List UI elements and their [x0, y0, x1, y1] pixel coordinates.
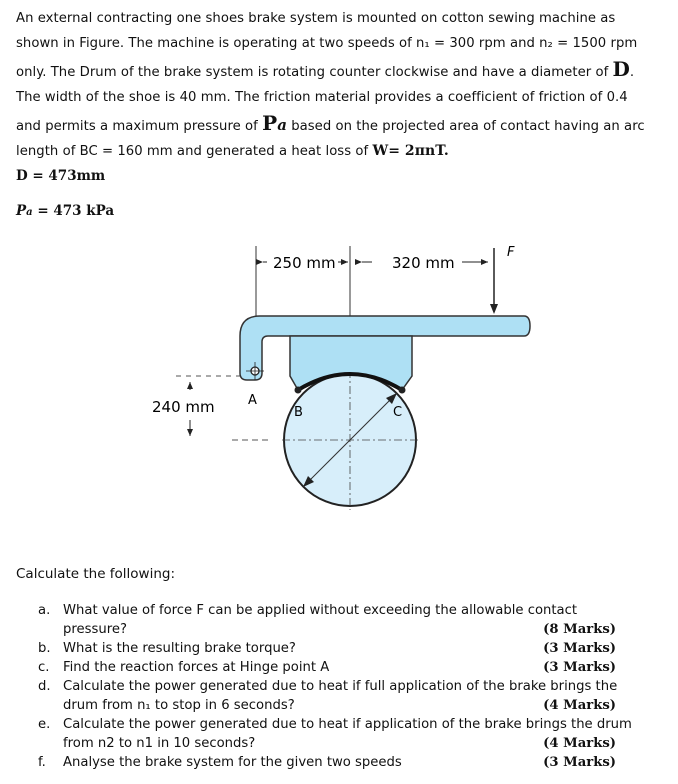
problem-line-2: shown in Figure. The machine is operating at two speeds of n₁ = 300 rpm and n₂ = 1500 rpm — [16, 36, 638, 52]
calculate-title: Calculate the following: — [16, 566, 176, 582]
question-b: b. What is the resulting brake torque? (3 Marks) — [38, 641, 616, 656]
question-list — [38, 601, 640, 772]
point-b-label: B — [294, 405, 303, 420]
diameter-symbol: D — [612, 56, 630, 81]
question-a: a. What value of force F can be applied without exceeding the allowable contact pressure? (8 Marks) — [38, 603, 616, 637]
marks-badge: (4 Marks) — [543, 698, 616, 713]
question-c: c. Find the reaction forces at Hinge point A (3 Marks) — [38, 660, 616, 675]
problem-line-6: length of BC = 160 mm and generated a heat loss of W= 2πnT. — [16, 143, 449, 160]
marks-badge: (3 Marks) — [543, 641, 616, 656]
pressure-symbol: Pa — [262, 110, 287, 135]
point-a-label: A — [248, 393, 257, 408]
problem-line-4: The width of the shoe is 40 mm. The friction material provides a coefficient of friction of 0.4 — [16, 90, 628, 106]
dim-250: 250 mm — [273, 254, 336, 272]
problem-statement — [16, 6, 662, 164]
point-c-label: C — [393, 405, 403, 420]
given-diameter: D = 473mm — [16, 168, 106, 184]
question-e: e. Calculate the power generated due to heat if application of the brake brings the drum from n2 to n1 in 10 seconds? (4 Marks) — [38, 717, 632, 751]
problem-line-3: only. The Drum of the brake system is rotating counter clockwise and have a diameter of D. — [16, 56, 635, 81]
dim-320: 320 mm — [392, 254, 455, 272]
problem-line-5: and permits a maximum pressure of Pa based on the projected area of contact having an arc — [16, 110, 645, 135]
force-label: F — [507, 245, 515, 260]
marks-badge: (8 Marks) — [543, 622, 616, 637]
question-d: d. Calculate the power generated due to heat if full application of the brake brings the drum from n₁ to stop in 6 seconds? (4 Marks) — [38, 679, 618, 713]
problem-line-1: An external contracting one shoes brake system is mounted on cotton sewing machine as — [16, 11, 616, 26]
heat-loss-formula: W= 2πnT. — [372, 143, 449, 160]
brake-figure — [140, 240, 540, 560]
marks-badge: (3 Marks) — [543, 755, 616, 770]
question-f: f. Analyse the brake system for the given two speeds (3 Marks) — [38, 755, 616, 770]
dim-240: 240 mm — [152, 398, 215, 416]
given-pressure: Pa = 473 kPa — [16, 203, 115, 219]
marks-badge: (3 Marks) — [543, 660, 616, 675]
marks-badge: (4 Marks) — [543, 736, 616, 751]
